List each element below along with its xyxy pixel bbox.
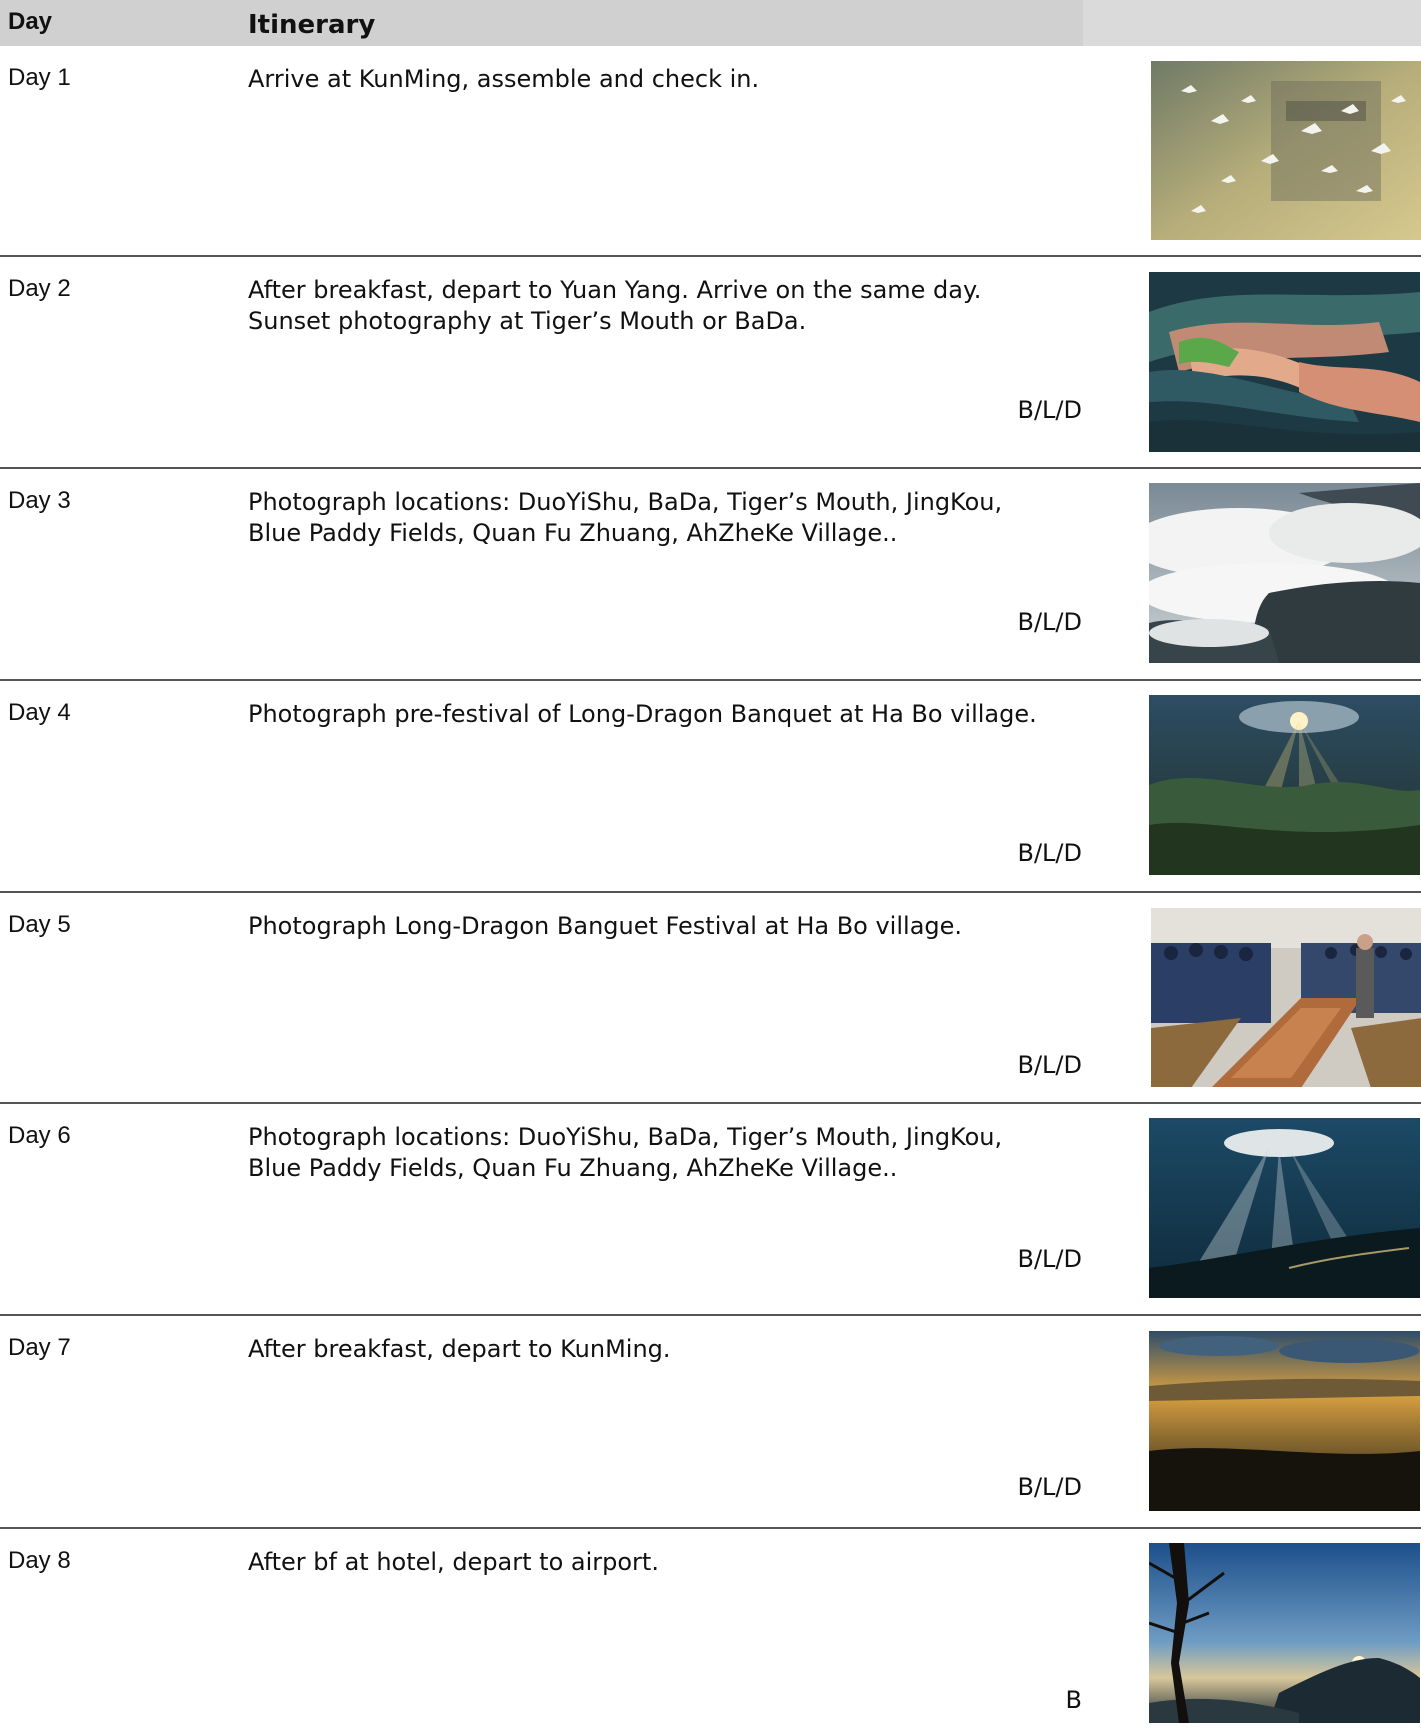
day-label: Day 7	[8, 1334, 71, 1361]
meals-included: B/L/D	[1017, 1473, 1082, 1501]
itinerary-text: Photograph locations: DuoYiShu, BaDa, Tiger’s Mouth, JingKou, Blue Paddy Fields, Quan Fu Zhuang, AhZheKe Village..	[248, 1123, 1003, 1182]
itinerary-row-day-8	[0, 1529, 1421, 1732]
itinerary-text: After bf at hotel, depart to airport.	[248, 1548, 659, 1576]
day-label: Day 3	[8, 487, 71, 514]
day-label: Day 4	[8, 699, 71, 726]
itinerary-text: Photograph Long-Dragon Banguet Festival at Ha Bo village.	[248, 912, 963, 940]
itinerary-text: Photograph pre-festival of Long-Dragon Banquet at Ha Bo village.	[248, 700, 1037, 728]
meals-included: B/L/D	[1017, 1245, 1082, 1273]
itinerary-row-day-5	[0, 893, 1421, 1102]
day-label: Day 8	[8, 1547, 71, 1574]
meals-included: B/L/D	[1017, 1051, 1082, 1079]
festival-banquet-photo	[1151, 908, 1421, 1087]
itinerary-row-day-4	[0, 681, 1421, 891]
itinerary-row-day-1	[0, 46, 1421, 255]
header-background-right	[1083, 0, 1421, 46]
tree-sunrise-photo	[1149, 1543, 1420, 1724]
itinerary-row-day-3	[0, 469, 1421, 679]
rice-terraces-photo	[1149, 272, 1420, 452]
meals-included: B/L/D	[1017, 839, 1082, 867]
sunbeams-mountains-photo	[1149, 695, 1420, 876]
itinerary-text: Photograph locations: DuoYiShu, BaDa, Tiger’s Mouth, JingKou, Blue Paddy Fields, Quan Fu Zhuang, AhZheKe Village..	[248, 488, 1003, 547]
meals-included: B	[1065, 1686, 1082, 1714]
itinerary-row-day-7	[0, 1316, 1421, 1527]
sea-of-clouds-photo	[1149, 483, 1420, 663]
sunrays-valley-photo	[1149, 1118, 1420, 1299]
itinerary-text: After breakfast, depart to KunMing.	[248, 1335, 671, 1363]
meals-included: B/L/D	[1017, 608, 1082, 636]
itinerary-row-day-6	[0, 1104, 1421, 1314]
golden-sunrise-photo	[1149, 1331, 1420, 1511]
meals-included: B/L/D	[1017, 396, 1082, 424]
header-itinerary: Itinerary	[248, 10, 376, 40]
header-day: Day	[8, 8, 53, 35]
header-background	[0, 0, 1083, 46]
itinerary-text: Arrive at KunMing, assemble and check in.	[248, 65, 760, 93]
table-header	[0, 0, 1421, 46]
day-label: Day 6	[8, 1122, 71, 1149]
itinerary-row-day-2	[0, 257, 1421, 467]
day-label: Day 5	[8, 911, 71, 938]
itinerary-text: After breakfast, depart to Yuan Yang. Arrive on the same day. Sunset photography at Tiger’s Mouth or BaDa.	[248, 276, 982, 335]
birds-flying-photo	[1151, 61, 1421, 240]
day-label: Day 2	[8, 275, 71, 302]
day-label: Day 1	[8, 64, 71, 91]
